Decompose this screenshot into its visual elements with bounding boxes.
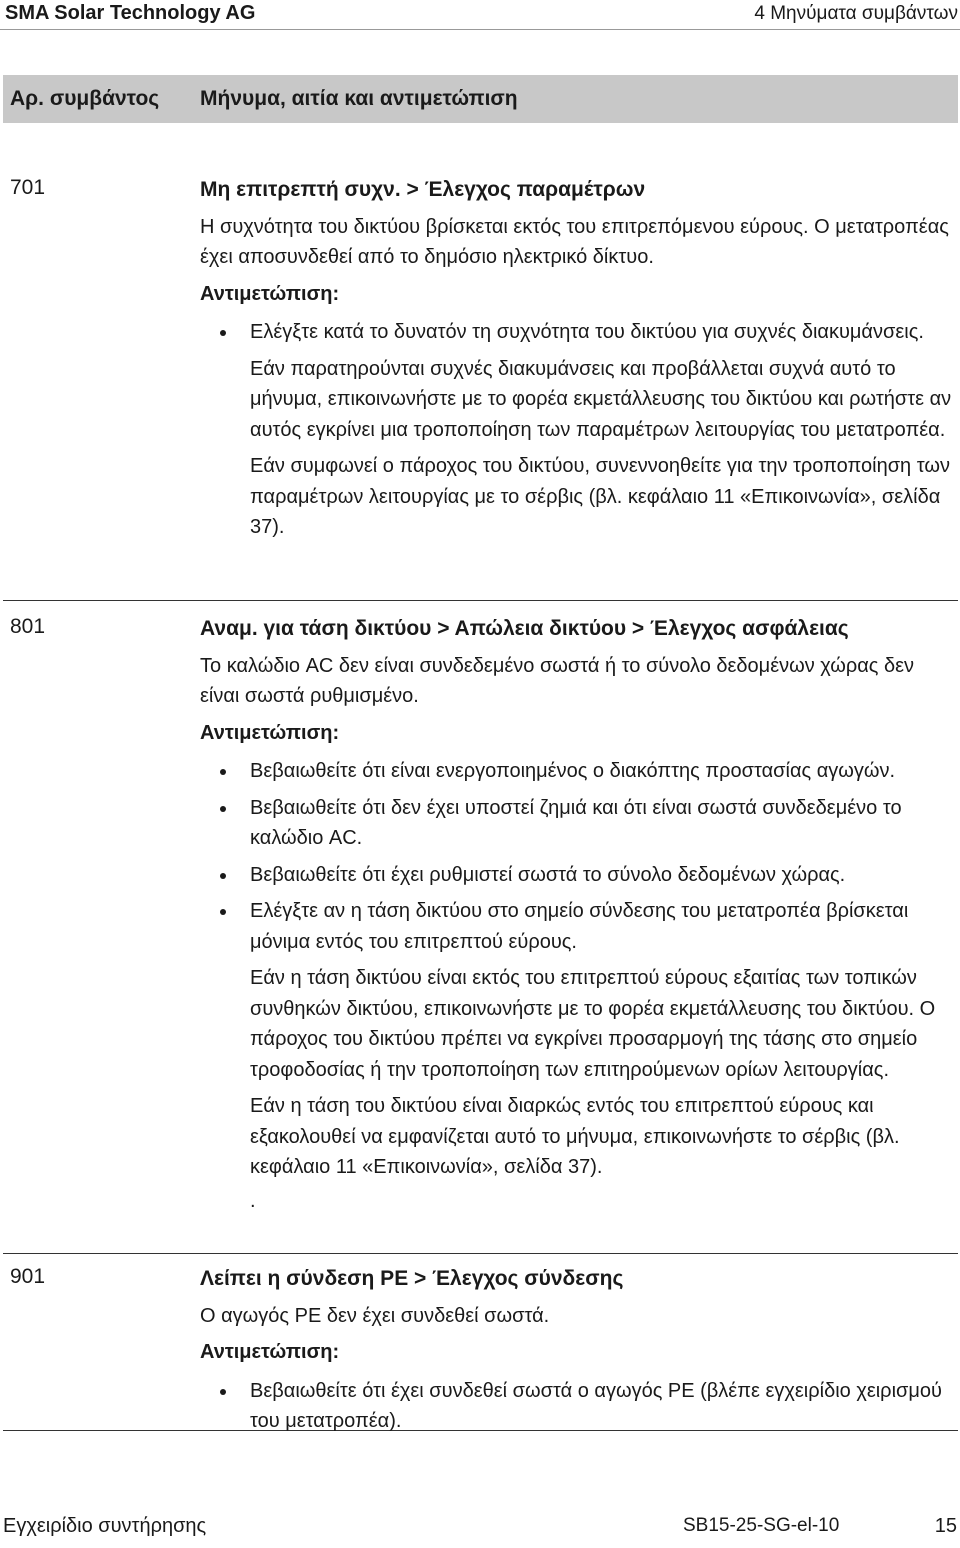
event-description: Η συχνότητα του δικτύου βρίσκεται εκτός του επιτρεπόμενου εύρους. Ο μετατροπέας έχει αποσυνδεθεί από το δημόσιο ηλεκτρικό δίκτυο. <box>200 215 949 268</box>
remedy-label: Αντιμετώπιση: <box>200 282 340 305</box>
bullet-icon <box>220 873 226 879</box>
list-item: Βεβαιωθείτε ότι έχει συνδεθεί σωστά ο αγωγός PE (βλέπε εγχειρίδιο χειρισμού του μετατροπέα). <box>200 1376 956 1437</box>
event-code: 701 <box>10 176 46 199</box>
event-code: 801 <box>10 615 46 638</box>
column-header-message: Μήνυμα, αιτία και αντιμετώπιση <box>200 87 518 110</box>
bullet-icon <box>220 909 226 915</box>
remedy-list <box>200 756 956 957</box>
remedy-note: Εάν συμφωνεί ο πάροχος του δικτύου, συνεννοηθείτε για την τροποποίηση των παραμέτρων λειτουργίας με το σέρβις (βλ. κεφάλαιο 11 «Επικοινωνία», σελίδα 37). <box>250 455 950 538</box>
remedy-note: Εάν η τάση δικτύου είναι εκτός του επιτρεπτού εύρους εξαιτίας των τοπικών συνθηκών δικτύου, επικοινωνήστε με το φορέα εκμετάλλευσης του δικτύου. Ο πάροχος του δικτύου πρέπει να εγκρίνει προσαρμογή της τάσης στο σημείο τροφοδοσίας ή την τροποποίηση των επιτηρούμενων ορίων λειτουργίας. <box>250 967 936 1081</box>
list-item: Βεβαιωθείτε ότι έχει ρυθμιστεί σωστά το σύνολο δεδομένων χώρας. <box>200 860 956 891</box>
event-description: Ο αγωγός PE δεν έχει συνδεθεί σωστά. <box>200 1304 550 1327</box>
remedy-label: Αντιμετώπιση: <box>200 1341 340 1363</box>
manual-name: Εγχειρίδιο συντήρησης <box>3 1515 207 1537</box>
table-row-901 <box>3 1254 958 1431</box>
remedy-note: Εάν η τάση του δικτύου είναι διαρκώς εντός του επιτρεπτού εύρους και εξακολουθεί να εμφανίζεται αυτό το μήνυμα, επικοινωνήστε το σέρβις (βλ. κεφάλαιο 11 «Επικοινωνία», σελίδα 37). <box>250 1095 900 1178</box>
chapter-title: 4 Μηνύματα συμβάντων <box>754 3 958 24</box>
bullet-icon <box>220 330 226 336</box>
event-title: Μη επιτρεπτή συχν. > Έλεγχος παραμέτρων <box>200 178 646 201</box>
remedy-note: Εάν παρατηρούνται συχνές διακυμάνσεις και προβάλλεται συχνά αυτό το μήνυμα, επικοινωνήστε με το φορέα εκμετάλλευσης του δικτύου και ρωτήστε αν αυτός εγκρίνει μια τροποποίηση των παραμέτρων λειτουργίας του μετατροπέα. <box>250 357 952 441</box>
page-footer <box>0 1515 960 1545</box>
remedy-label: Αντιμετώπιση: <box>200 721 340 744</box>
trailing-mark: . <box>250 1189 256 1212</box>
table-row-801 <box>3 601 958 1254</box>
table-header <box>3 75 958 123</box>
page-header <box>0 0 960 36</box>
list-item: Ελέγξτε κατά το δυνατόν τη συχνότητα του δικτύου για συχνές διακυμάνσεις. <box>200 317 956 348</box>
table-row-701 <box>3 123 958 601</box>
bullet-icon <box>220 806 226 812</box>
remedy-list <box>200 317 956 348</box>
bullet-icon <box>220 1389 226 1395</box>
event-description: Το καλώδιο AC δεν είναι συνδεδεμένο σωστά ή το σύνολο δεδομένων χώρας δεν είναι σωστά ρυθμισμένο. <box>200 654 915 707</box>
list-item: Ελέγξτε αν η τάση δικτύου στο σημείο σύνδεσης του μετατροπέα βρίσκεται μόνιμα εντός του επιτρεπτού εύρους. <box>200 896 956 957</box>
header-divider <box>0 29 960 30</box>
document-code: SB15-25-SG-el-10 <box>683 1515 840 1536</box>
list-item: Βεβαιωθείτε ότι είναι ενεργοποιημένος ο διακόπτης προστασίας αγωγών. <box>200 756 956 787</box>
list-item: Βεβαιωθείτε ότι δεν έχει υποστεί ζημιά και ότι είναι σωστά συνδεδεμένο το καλώδιο AC. <box>200 793 956 854</box>
event-message-table <box>3 75 958 1431</box>
event-code: 901 <box>10 1265 46 1288</box>
bullet-icon <box>220 769 226 775</box>
remedy-list <box>200 1376 956 1437</box>
column-header-event-number: Αρ. συμβάντος <box>10 87 160 110</box>
page-number: 15 <box>934 1515 957 1537</box>
event-title: Λείπει η σύνδεση PE > Έλεγχος σύνδεσης <box>200 1267 624 1290</box>
company-name: SMA Solar Technology AG <box>5 2 256 24</box>
event-title: Αναμ. για τάση δικτύου > Απώλεια δικτύου > Έλεγχος ασφάλειας <box>200 617 849 640</box>
